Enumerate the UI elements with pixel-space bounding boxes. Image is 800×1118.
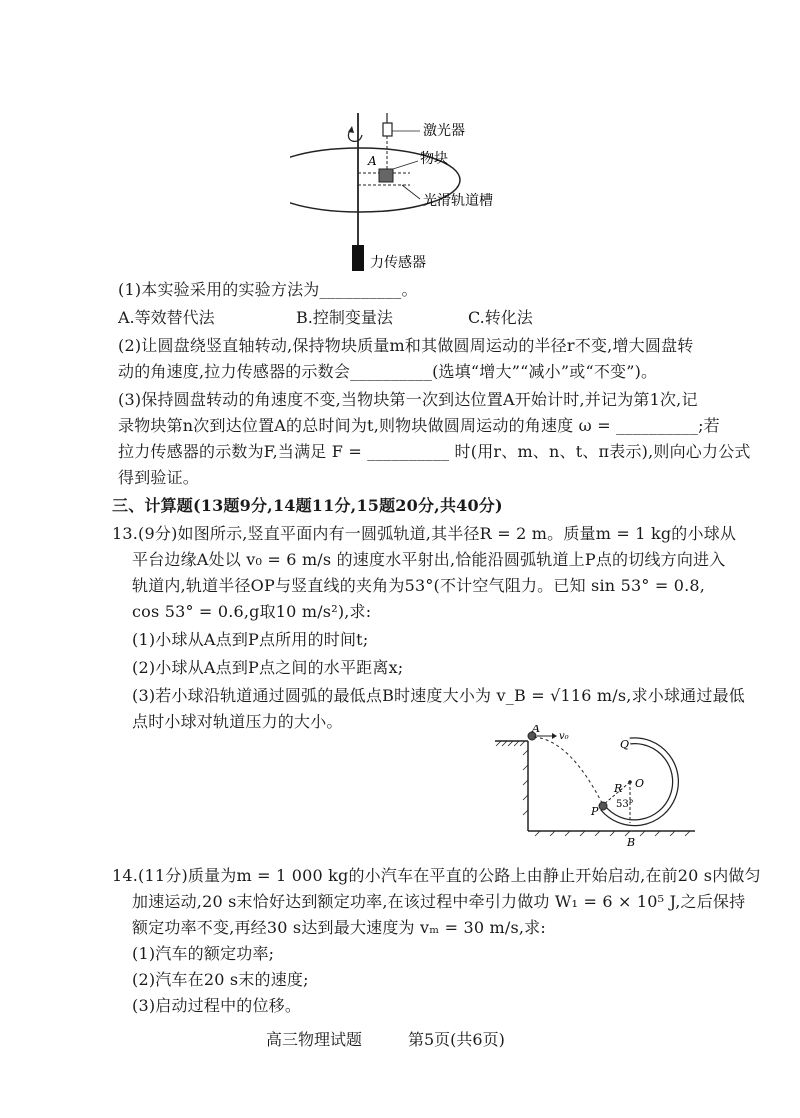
- q13-line3: 轨道内,轨道半径OP与竖直线的夹角为53°(不计空气阻力。已知 sin 53° = 0.8,: [132, 576, 706, 595]
- section-heading: 三、计算题(13题9分,14题11分,15题20分,共40分): [112, 496, 503, 515]
- q12-part2-line1: (2)让圆盘绕竖直轴转动,保持物块质量m和其做圆周运动的半径r不变,增大圆盘转: [118, 336, 694, 355]
- q12-part3-line1: (3)保持圆盘转动的角速度不变,当物块第一次到达位置A开始计时,并记为第1次,记: [118, 390, 698, 409]
- choice-c: C.转化法: [468, 308, 533, 327]
- fig2-label-v0: v₀: [559, 731, 569, 742]
- q12-part2-line2: 动的角速度,拉力传感器的示数会__________(选填“增大”“减小”或“不变”)。: [118, 362, 658, 381]
- label-laser: 激光器: [423, 123, 465, 139]
- fig2-label-angle: 53°: [616, 799, 634, 810]
- q12-part3-line2: 录物块第n次到达位置A的总时间为t,则物块做圆周运动的角速度 ω = __________;若: [118, 416, 720, 435]
- q14-line1: 14.(11分)质量为m = 1 000 kg的小汽车在平直的公路上由静止开始启动,在前20 s内做匀: [112, 866, 761, 885]
- q13-sub1: (1)小球从A点到P点所用的时间t;: [132, 630, 369, 649]
- label-track: 光滑轨道槽: [423, 193, 493, 209]
- q12-part1: (1)本实验采用的实验方法为__________。: [118, 280, 418, 299]
- label-sensor: 力传感器: [370, 255, 426, 271]
- footer-title: 高三物理试题: [266, 1030, 363, 1049]
- block-icon: [379, 169, 393, 182]
- q13-line1: 13.(9分)如图所示,竖直平面内有一圆弧轨道,其半径R = 2 m。质量m = 1 kg的小球从: [112, 524, 737, 543]
- q13-sub3-line2: 点时小球对轨道压力的大小。: [132, 712, 343, 731]
- ball-P: [599, 802, 607, 810]
- force-sensor-icon: [352, 245, 364, 271]
- q13-line2: 平台边缘A处以 v₀ = 6 m/s 的速度水平射出,恰能沿圆弧轨道上P点的切线方向进入: [132, 550, 726, 569]
- fig2-label-A: A: [532, 725, 540, 735]
- choice-b: B.控制变量法: [296, 308, 393, 327]
- q14-sub1: (1)汽车的额定功率;: [132, 944, 275, 963]
- footer-page-number: 第5页(共6页): [408, 1030, 505, 1049]
- fig2-label-R: R: [614, 782, 623, 795]
- q14-sub2: (2)汽车在20 s末的速度;: [132, 970, 309, 989]
- q13-sub2: (2)小球从A点到P点之间的水平距离x;: [132, 658, 404, 677]
- fig2-label-P: P: [591, 805, 599, 818]
- q14-sub3: (3)启动过程中的位移。: [132, 996, 302, 1015]
- q14-line3: 额定功率不变,再经30 s达到最大速度为 vₘ = 30 m/s,求:: [132, 918, 546, 937]
- q14-line2: 加速运动,20 s末恰好达到额定功率,在该过程中牵引力做功 W₁ = 6 × 10⁵ J,之后保持: [132, 892, 746, 911]
- q13-sub3-line1: (3)若小球沿轨道通过圆弧的最低点B时速度大小为 v_B = √116 m/s,求小球通过最低: [132, 686, 745, 705]
- q12-part3-line3: 拉力传感器的示数为F,当满足 F = __________ 时(用r、m、n、t、π表示),则向心力公式: [118, 442, 751, 461]
- q12-part3-line4: 得到验证。: [118, 468, 200, 487]
- label-A: A: [368, 154, 377, 168]
- choice-a: A.等效替代法: [118, 308, 215, 327]
- q13-line4: cos 53° = 0.6,g取10 m/s²),求:: [132, 602, 372, 621]
- label-block: 物块: [420, 151, 448, 167]
- laser-icon: [383, 123, 392, 136]
- arc-track-figure: [490, 725, 700, 850]
- trajectory: [534, 737, 603, 805]
- fig2-label-B: B: [627, 836, 636, 849]
- fig2-label-Q: Q: [620, 738, 630, 751]
- disk-apparatus-figure: [290, 105, 540, 275]
- fig2-label-O: O: [635, 777, 645, 790]
